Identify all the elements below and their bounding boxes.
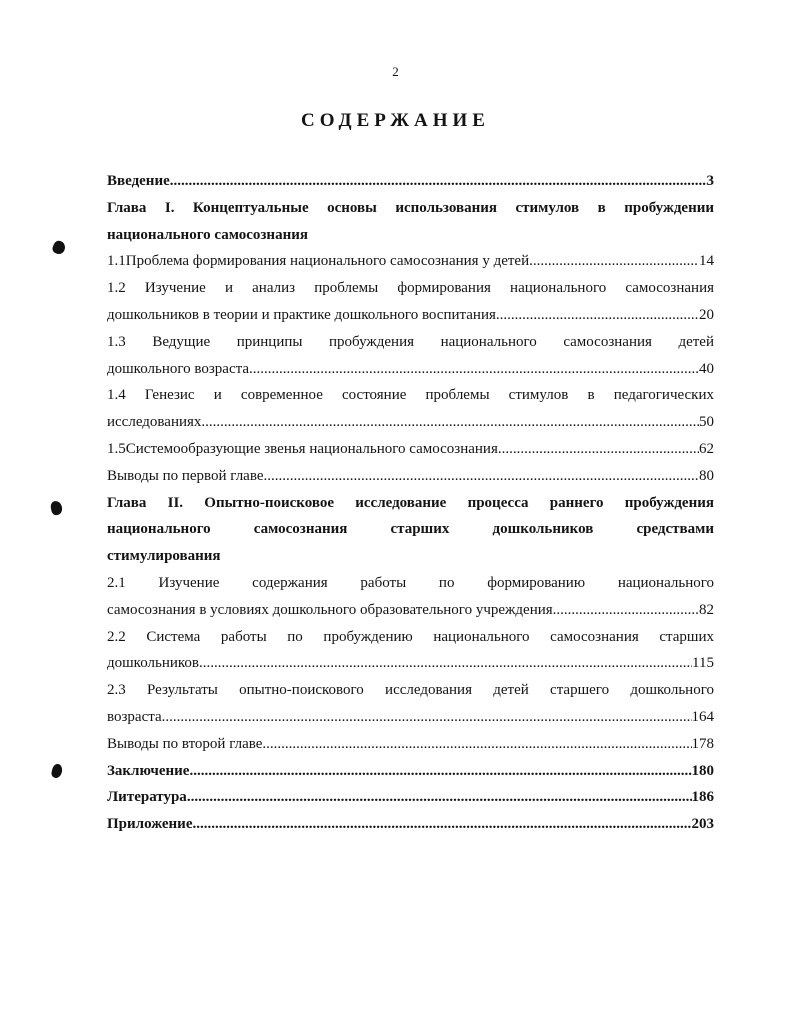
toc-leader-dots — [264, 463, 700, 490]
toc-entry-label: Изучение и анализ проблемы формирования национального самосознания — [144, 280, 714, 297]
toc-leader-dots — [187, 784, 692, 811]
chapter-heading-line: стимулирования — [107, 548, 221, 565]
toc-entry-label: Литература — [107, 789, 187, 806]
toc-leader-dots — [529, 248, 699, 275]
toc-entry-1-5[interactable] — [107, 436, 714, 463]
toc-entry-1-2-cont[interactable] — [107, 302, 714, 329]
toc-leader-dots — [496, 302, 699, 329]
toc-entry-intro[interactable] — [107, 168, 714, 195]
toc-entry-label: Изучение содержания работы по формированию национального — [158, 574, 714, 591]
toc-entry-2-2-line[interactable]: 2.2 Система работы по пробуждению национального самосознания старших — [107, 628, 714, 645]
toc-page-number: 203 — [691, 816, 714, 833]
toc-entry-label: возраста — [107, 708, 162, 725]
toc-page-number: 186 — [691, 789, 714, 806]
toc-page-number: 14 — [699, 253, 714, 270]
toc-page-number: 50 — [699, 414, 714, 431]
toc-entry-2-2-cont[interactable] — [107, 650, 714, 677]
toc-leader-dots — [199, 650, 692, 677]
toc-leader-dots — [192, 811, 691, 838]
chapter-heading-line: Глава II. Опытно-поисковое исследование процесса раннего пробуждения — [107, 494, 714, 511]
toc-entry-label: самосознания в условиях дошкольного образовательного учреждения — [107, 601, 553, 618]
toc-leader-dots — [201, 409, 699, 436]
toc-page-number: 80 — [699, 467, 714, 484]
toc-entry-2-3-line[interactable]: 2.3 Результаты опытно-поискового исследования детей старшего дошкольного — [107, 682, 714, 699]
toc-page-number: 3 — [706, 173, 714, 189]
toc-entry-label: Ведущие принципы пробуждения национального самосознания детей — [152, 333, 714, 350]
toc-section-number: 1.1 — [107, 253, 126, 270]
toc-entry-conclusion[interactable] — [107, 758, 714, 785]
toc-section-number: 1.5 — [107, 440, 126, 457]
toc-leader-dots — [249, 356, 699, 383]
toc-entry-label: дошкольного возраста — [107, 360, 250, 377]
toc-page-number: 178 — [691, 735, 714, 752]
toc-section-number: 1.3 — [107, 333, 126, 350]
toc-leader-dots — [170, 168, 707, 195]
toc-entry-1-1[interactable] — [107, 248, 714, 275]
toc-page-number: 115 — [692, 655, 714, 672]
toc-leader-dots — [189, 758, 691, 785]
toc-section-number: 2.1 — [107, 574, 126, 591]
toc-entry-label: Системообразующие звенья национального самосознания — [125, 440, 498, 457]
table-of-contents — [107, 168, 714, 838]
ink-blot-mark — [51, 239, 67, 255]
toc-entry-label: Заключение — [107, 762, 190, 779]
ink-blot-mark — [50, 500, 63, 516]
toc-page-number: 62 — [699, 440, 714, 457]
chapter-heading-line: национального самосознания — [107, 226, 308, 243]
toc-page-number: 164 — [691, 708, 714, 725]
toc-section-number: 1.4 — [107, 387, 126, 404]
toc-entry-label: исследованиях — [107, 414, 202, 431]
toc-entry-label: Приложение — [107, 816, 193, 833]
toc-entry-1-2-line[interactable] — [107, 275, 714, 302]
toc-section-number: 1.2 — [107, 280, 126, 297]
toc-entry-1-4-cont[interactable] — [107, 409, 714, 436]
toc-entry-label: дошкольников в теории и практике дошкольного воспитания — [107, 306, 496, 323]
toc-leader-dots — [262, 731, 691, 758]
toc-entry-2-3-cont[interactable] — [107, 704, 714, 731]
toc-page-number: 40 — [699, 360, 714, 377]
page-title: СОДЕРЖАНИЕ — [301, 110, 490, 131]
toc-page-number: 20 — [699, 306, 714, 323]
toc-entry-label: дошкольников — [107, 655, 199, 672]
toc-entry-1-4-line[interactable] — [107, 382, 714, 409]
toc-entry-label: Выводы по второй главе — [107, 735, 263, 752]
toc-entry-conclusions-1[interactable] — [107, 463, 714, 490]
page-number: 2 — [392, 64, 399, 79]
toc-entry-2-1-line[interactable] — [107, 570, 714, 597]
chapter-heading-line: национального самосознания старших дошкольников средствами — [107, 521, 714, 538]
chapter-heading-line: Глава I. Концептуальные основы использования стимулов в пробуждении — [107, 199, 714, 216]
toc-leader-dots — [553, 597, 699, 624]
toc-entry-appendix[interactable] — [107, 811, 714, 838]
toc-entry-label: Генезис и современное состояние проблемы стимулов в педагогических — [144, 387, 714, 404]
toc-entry-label: Выводы по первой главе — [107, 467, 264, 484]
toc-entry-1-3-line[interactable] — [107, 329, 714, 356]
toc-entry-label: Проблема формирования национального самосознания у детей — [125, 253, 530, 270]
toc-leader-dots — [162, 704, 692, 731]
toc-page-number: 180 — [691, 762, 714, 779]
toc-entry-1-3-cont[interactable] — [107, 356, 714, 383]
toc-entry-conclusions-2[interactable] — [107, 731, 714, 758]
toc-entry-literature[interactable] — [107, 784, 714, 811]
toc-page-number: 82 — [699, 601, 714, 618]
toc-entry-2-1-cont[interactable] — [107, 597, 714, 624]
toc-leader-dots — [498, 436, 699, 463]
toc-entry-label: Введение — [107, 173, 170, 189]
ink-blot-mark — [50, 763, 63, 779]
